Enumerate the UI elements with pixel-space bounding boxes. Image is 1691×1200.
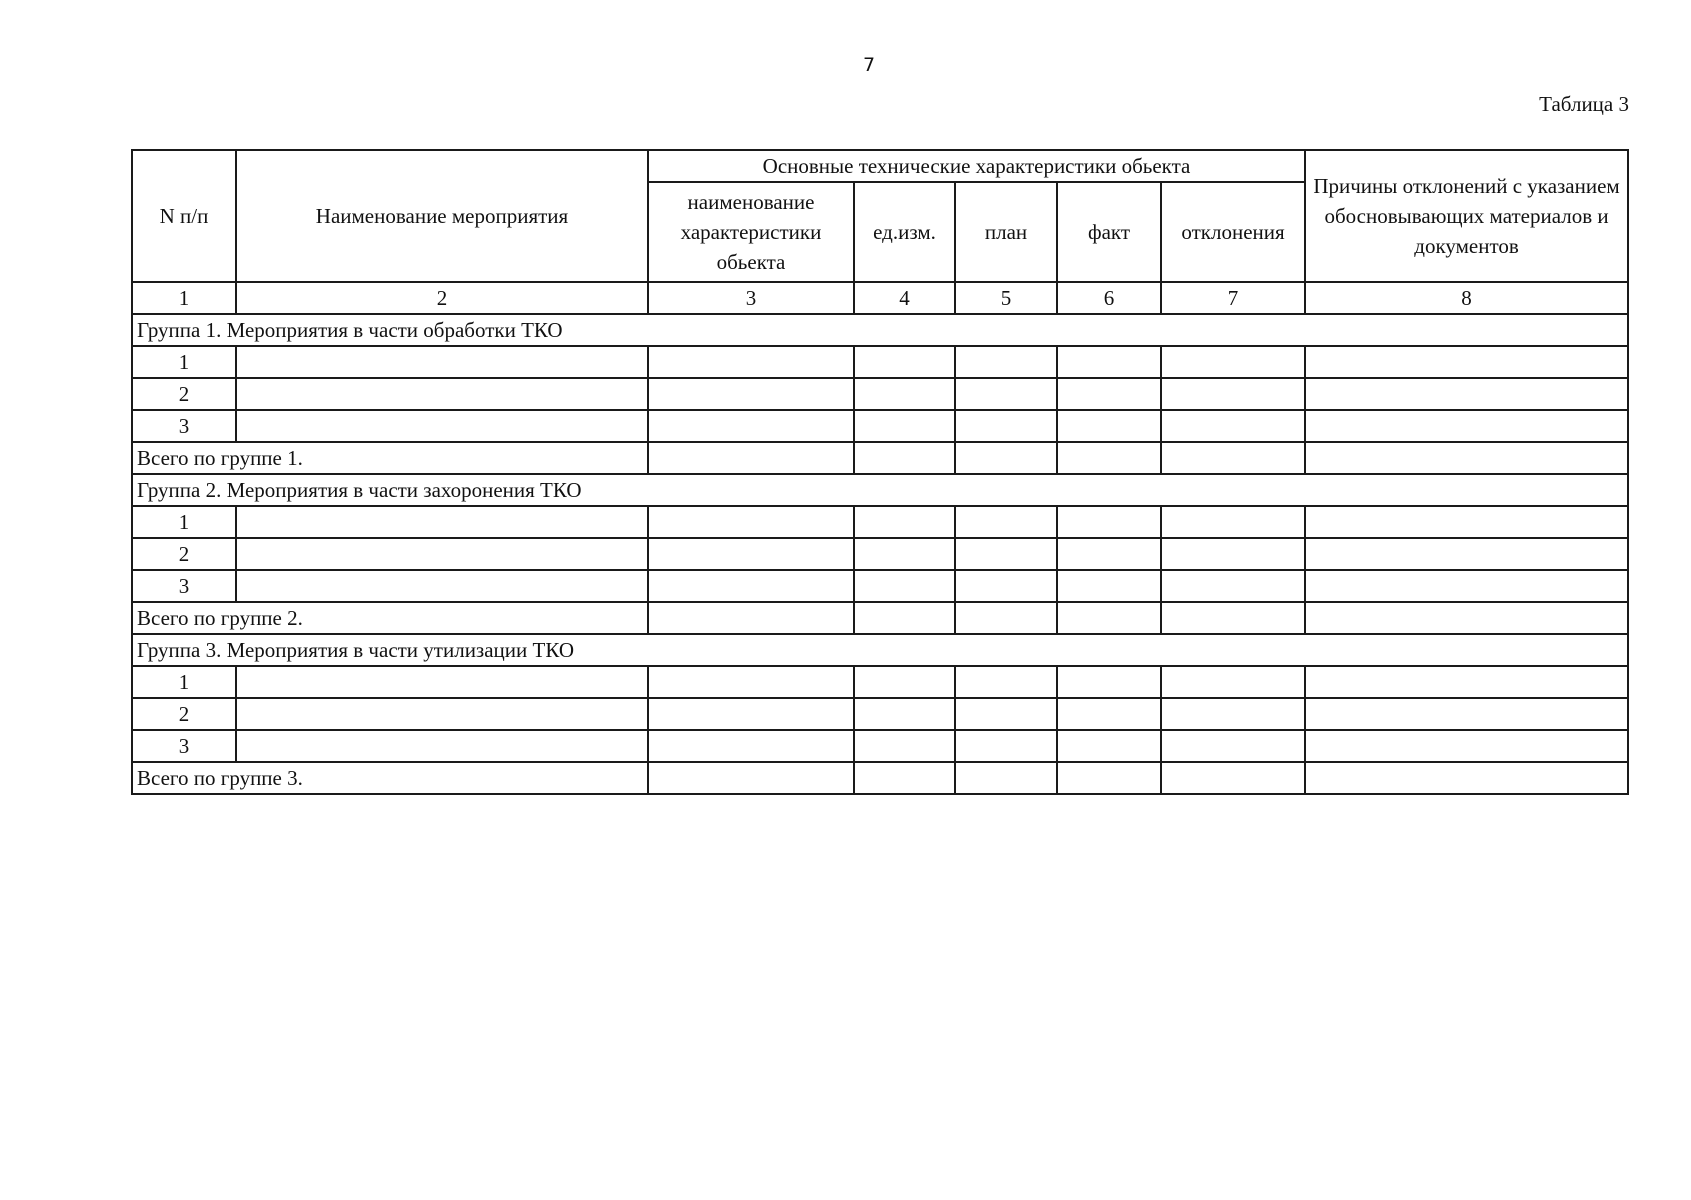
header-num: N п/п [132,150,236,282]
column-number: 2 [236,282,648,314]
cell-fact [1057,666,1161,698]
cell-name [236,506,648,538]
cell-reasons [1305,666,1628,698]
cell-name [236,570,648,602]
cell-fact [1057,442,1161,474]
table-row [132,730,1628,762]
group-title-row [132,314,1628,346]
cell-plan [955,666,1057,698]
cell-char-name [648,538,854,570]
cell-fact [1057,378,1161,410]
column-number: 5 [955,282,1057,314]
cell-deviation [1161,506,1305,538]
group-total-label: Всего по группе 3. [132,762,648,794]
table-row [132,378,1628,410]
cell-unit [854,442,955,474]
column-number: 1 [132,282,236,314]
cell-deviation [1161,666,1305,698]
group-title-row [132,474,1628,506]
cell-unit [854,570,955,602]
column-number: 8 [1305,282,1628,314]
cell-name [236,666,648,698]
cell-fact [1057,506,1161,538]
cell-plan [955,570,1057,602]
cell-reasons [1305,538,1628,570]
cell-char-name [648,666,854,698]
cell-plan [955,698,1057,730]
cell-plan [955,730,1057,762]
cell-reasons [1305,602,1628,634]
cell-char-name [648,602,854,634]
group-total-row [132,442,1628,474]
cell-deviation [1161,762,1305,794]
cell-deviation [1161,538,1305,570]
column-number: 4 [854,282,955,314]
group-title: Группа 2. Мероприятия в части захоронения ТКО [132,474,1628,506]
cell-char-name [648,506,854,538]
cell-reasons [1305,762,1628,794]
row-number: 1 [132,346,236,378]
cell-deviation [1161,442,1305,474]
cell-deviation [1161,730,1305,762]
cell-fact [1057,410,1161,442]
cell-fact [1057,762,1161,794]
report-table [131,149,1629,795]
header-plan: план [955,182,1057,282]
cell-reasons [1305,698,1628,730]
cell-reasons [1305,378,1628,410]
cell-plan [955,506,1057,538]
header-tech-characteristics: Основные технические характеристики обьекта [648,150,1305,182]
cell-deviation [1161,602,1305,634]
cell-plan [955,762,1057,794]
cell-reasons [1305,730,1628,762]
row-number: 2 [132,698,236,730]
cell-char-name [648,410,854,442]
cell-deviation [1161,410,1305,442]
table-row [132,570,1628,602]
group-title-row [132,634,1628,666]
cell-reasons [1305,570,1628,602]
row-number: 3 [132,570,236,602]
column-number-row [132,282,1628,314]
cell-fact [1057,346,1161,378]
cell-char-name [648,378,854,410]
table-row [132,698,1628,730]
cell-name [236,346,648,378]
group-title: Группа 1. Мероприятия в части обработки ТКО [132,314,1628,346]
cell-unit [854,762,955,794]
cell-plan [955,378,1057,410]
cell-fact [1057,570,1161,602]
cell-char-name [648,762,854,794]
cell-char-name [648,570,854,602]
cell-unit [854,730,955,762]
table-row [132,538,1628,570]
group-total-label: Всего по группе 1. [132,442,648,474]
cell-plan [955,442,1057,474]
group-title: Группа 3. Мероприятия в части утилизации ТКО [132,634,1628,666]
column-number: 6 [1057,282,1161,314]
header-char-name: наименование характеристики обьекта [648,182,854,282]
cell-reasons [1305,410,1628,442]
cell-name [236,410,648,442]
cell-deviation [1161,698,1305,730]
cell-reasons [1305,346,1628,378]
cell-name [236,538,648,570]
cell-unit [854,506,955,538]
table-row [132,666,1628,698]
cell-name [236,378,648,410]
row-number: 3 [132,410,236,442]
cell-deviation [1161,570,1305,602]
cell-unit [854,538,955,570]
row-number: 1 [132,666,236,698]
cell-char-name [648,698,854,730]
table-row [132,506,1628,538]
cell-unit [854,602,955,634]
cell-reasons [1305,442,1628,474]
cell-plan [955,410,1057,442]
cell-unit [854,346,955,378]
cell-unit [854,698,955,730]
group-total-label: Всего по группе 2. [132,602,648,634]
cell-name [236,730,648,762]
header-fact: факт [1057,182,1161,282]
cell-deviation [1161,346,1305,378]
header-reasons: Причины отклонений с указанием обосновывающих материалов и документов [1305,150,1628,282]
table-row [132,410,1628,442]
row-number: 3 [132,730,236,762]
cell-deviation [1161,378,1305,410]
cell-reasons [1305,506,1628,538]
page-number: 7 [862,54,876,76]
column-number: 7 [1161,282,1305,314]
cell-name [236,698,648,730]
row-number: 2 [132,538,236,570]
header-deviation: отклонения [1161,182,1305,282]
cell-char-name [648,442,854,474]
group-total-row [132,762,1628,794]
row-number: 1 [132,506,236,538]
cell-plan [955,346,1057,378]
table-row [132,346,1628,378]
cell-unit [854,410,955,442]
cell-unit [854,378,955,410]
row-number: 2 [132,378,236,410]
cell-fact [1057,602,1161,634]
cell-fact [1057,698,1161,730]
column-number: 3 [648,282,854,314]
cell-unit [854,666,955,698]
header-unit: ед.изм. [854,182,955,282]
cell-char-name [648,346,854,378]
cell-plan [955,602,1057,634]
table-caption: Таблица 3 [1539,92,1629,116]
cell-fact [1057,538,1161,570]
cell-fact [1057,730,1161,762]
header-name: Наименование мероприятия [236,150,648,282]
cell-plan [955,538,1057,570]
cell-char-name [648,730,854,762]
group-total-row [132,602,1628,634]
